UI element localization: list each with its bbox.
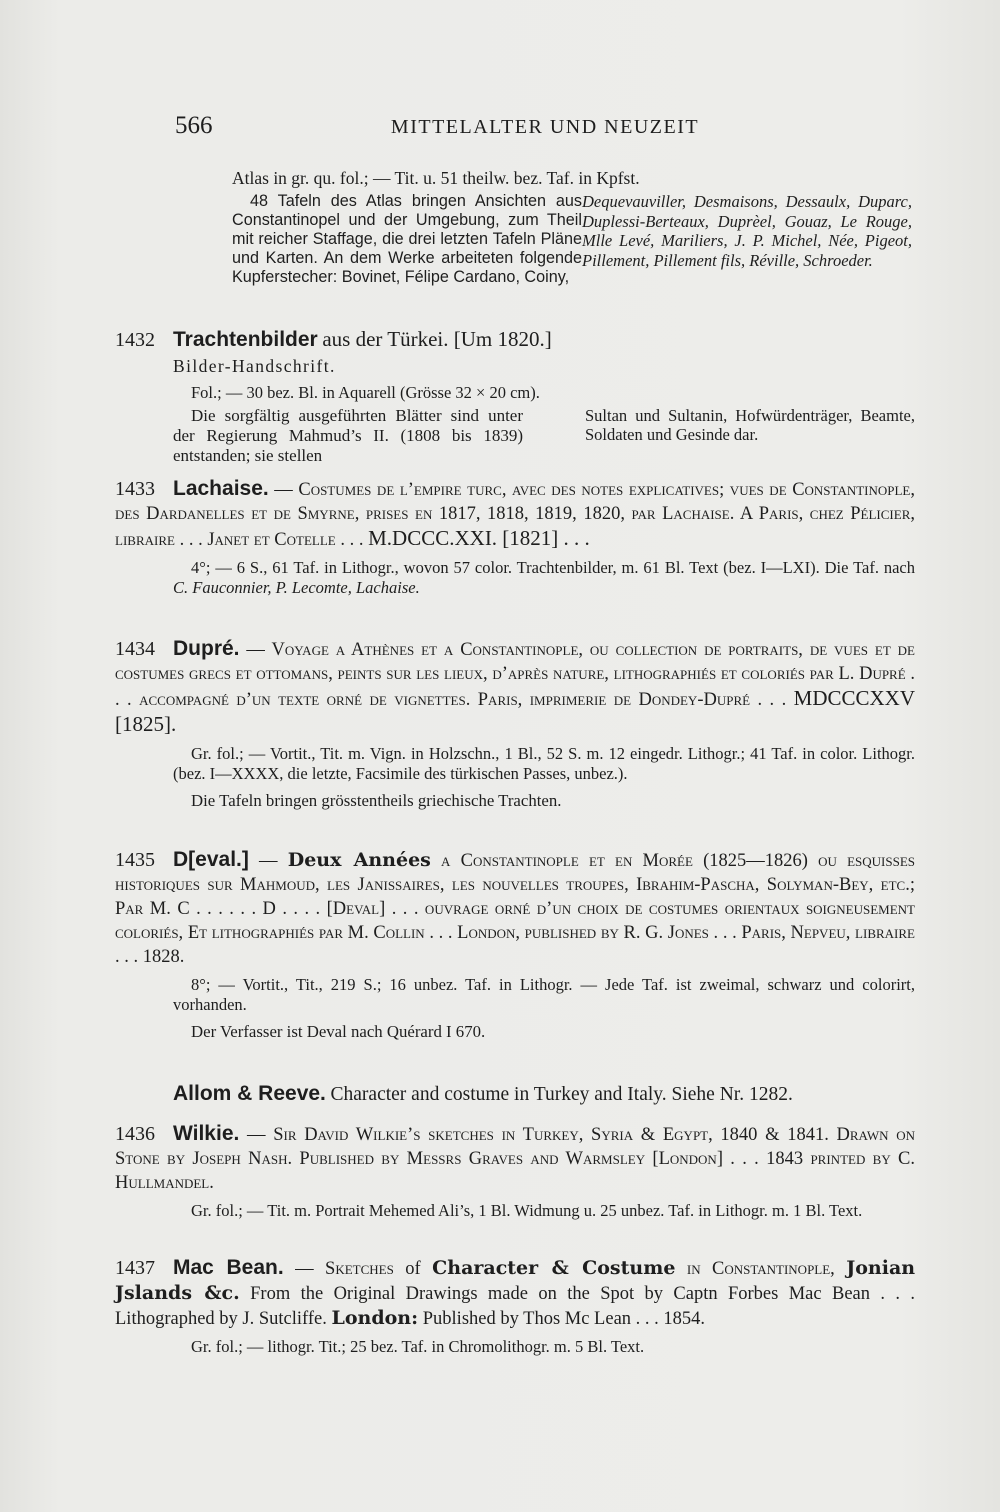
entry-1436 <box>115 1122 915 1221</box>
entry-title-date: M.DCCC.XXI. [1821] . . . <box>368 526 590 550</box>
entry-blackletter-title: Character & Costume <box>432 1257 676 1279</box>
entry-1434 <box>115 637 915 811</box>
cross-reference <box>115 1082 915 1107</box>
entry-format: 4°; — 6 S., 61 Taf. in Lithogr., wovon 57 color. Trachtenbilder, m. 61 Bl. Text (bez. I—LXI). Die Taf. nach <box>191 558 915 577</box>
format-line: Atlas in gr. qu. fol.; — Tit. u. 51 theilw. bez. Taf. in Kpfst. <box>232 168 640 188</box>
running-title: MITTELALTER UND NEUZEIT <box>390 116 700 138</box>
entry-note: Die Tafeln bringen grösstentheils griechische Trachten. <box>191 791 562 810</box>
entry-format: Gr. fol.; — Tit. m. Portrait Mehemed Ali’s, 1 Bl. Widmung u. 25 unbez. Taf. in Lithogr. m. 1 Bl. Text. <box>191 1201 863 1220</box>
entry-number: 1432 <box>115 329 155 351</box>
entry-name: Wilkie. <box>173 1122 240 1145</box>
entry-number: 1434 <box>115 638 155 660</box>
entry-format: Gr. fol.; — Vortit., Tit. m. Vign. in Holzschn., 1 Bl., 52 S. m. 12 eingedr. Lithogr.; 41 Taf. in color. Lithogr. (bez. I—XXXX, die letzte, Facsimile des türkischen Passes, unbez.). <box>173 744 915 783</box>
entry-dash: — <box>259 851 278 871</box>
entry-blackletter-city: London: <box>331 1307 419 1329</box>
entry-number: 1437 <box>115 1257 155 1279</box>
notes-left-column: 48 Tafeln des Atlas bringen Ansichten aus Constantinopel und der Umgebung, zum Theil mit reicher Staffage, die drei letzten Tafeln Pläne und Karten. An dem Werke arbeiteten folgende Kupferstecher: Bovinet, Félipe Cardano, Coiny, <box>232 192 582 286</box>
entry-name: Dupré. <box>173 637 240 660</box>
crossref-text: Character and costume in Turkey and Italy. Siehe Nr. 1282. <box>330 1084 793 1105</box>
continued-entry <box>172 168 912 287</box>
entry-1433 <box>115 477 915 597</box>
entry-subtitle: Bilder-Handschrift. <box>173 356 336 376</box>
entry-1437 <box>115 1256 915 1357</box>
entry-number: 1433 <box>115 478 155 500</box>
entry-number: 1436 <box>115 1123 155 1145</box>
page-header <box>175 112 915 142</box>
entry-title: a Constantinople et en Morée (1825—1826) ou esquisses historiques sur Mahmoud, les Janissaires, les nouvelles troupes, Ibrahim-Pascha, Solyman-Bey, etc.; Par M. C . . . . . . D . . . . [Deval] . . . ouvrage orné d’un choix de costumes orientaux soigneusement coloriés, Et lithographiés par M. Collin . . . London, published by R. G. Jones . . . Paris, Nepveu, libraire . . . 1828. <box>115 851 915 967</box>
entry-imprint: Published by Thos Mc Lean . . . 1854. <box>422 1309 706 1329</box>
page-number: 566 <box>175 112 213 139</box>
entry-title-continued: From the Original Drawings made on the Spot by Captn Forbes Mac Bean . . . Lithographed by J. Sutcliffe. <box>115 1284 916 1329</box>
entry-format: Gr. fol.; — lithogr. Tit.; 25 bez. Taf. in Chromolithogr. m. 5 Bl. Text. <box>191 1337 645 1356</box>
entry-title: — Voyage a Athènes et a Constantinople, ou collection de portraits, de vues et de costumes grecs et ottomans, peints sur les lieux, d’après nature, lithographiés et coloriés par L. Dupré . . . accompagné d’un texte orné de vignettes. Paris, imprimerie de Dondey-Dupré . . . <box>115 640 915 710</box>
entry-title: — Sir David Wilkie’s sketches in Turkey, Syria & Egypt, 1840 & 1841. Drawn on Stone by Joseph Nash. Published by Messrs Graves and Warmsley [London] . . . 1843 printed by C. Hullmandel. <box>115 1125 915 1193</box>
entry-1435 <box>115 848 915 1042</box>
two-column-notes <box>172 192 912 287</box>
crossref-name: Allom & Reeve. <box>173 1082 326 1105</box>
entry-title: — Costumes de l’empire turc, avec des notes explicatives; vues de Constantinople, des Dardanelles et de Smyrne, prises en 1817, 1818, 1819, 1820, par Lachaise. A Paris, chez Pélicier, libraire . . . Janet et Cotelle . . . <box>115 480 915 550</box>
entry-name: Lachaise. <box>173 477 269 500</box>
description-right-column: Sultan und Sultanin, Hofwürdenträger, Beamte, Soldaten und Gesinde dar. <box>585 405 915 444</box>
entry-blackletter-islands: Jonian Jslands &c. <box>115 1257 916 1304</box>
entry-title: — Sketches <box>295 1259 394 1279</box>
description-left-column: Die sorgfältig ausgeführten Blätter sind unter der Regierung Mahmud’s II. (1808 bis 1839) entstanden; sie stellen <box>173 405 523 465</box>
entry-title-place: in Constantinople, <box>686 1259 835 1279</box>
entry-title-of: of <box>405 1259 421 1279</box>
entry-name: Mac Bean. <box>173 1256 284 1279</box>
entry-format: 8°; — Vortit., Tit., 219 S.; 16 unbez. Taf. in Lithogr. — Jede Taf. ist zweimal, schwarz und colorirt, vorhanden. <box>173 975 915 1014</box>
entry-title-date: MDCCCXXV [1825]. <box>115 686 916 736</box>
entry-title: aus der Türkei. [Um 1820.] <box>322 327 552 351</box>
entry-artists: C. Fauconnier, P. Lecomte, Lachaise. <box>173 577 420 597</box>
entry-number: 1435 <box>115 849 155 871</box>
entry-blackletter-title: Deux Années <box>287 849 431 871</box>
entry-1432 <box>115 327 915 466</box>
entry-note: Der Verfasser ist Deval nach Quérard I 670. <box>191 1022 486 1041</box>
entry-name: Trachtenbilder <box>173 328 318 351</box>
notes-right-column: Dequevauviller, Desmaisons, Dessaulx, Duparc, Duplessi-Berteaux, Duprèel, Gouaz, Le Rouge, Mlle Levé, Mariliers, J. P. Michel, Née, Pigeot, Pillement, Pillement fils, Réville, Schroeder. <box>582 192 912 270</box>
entry-description-columns <box>173 406 915 466</box>
entry-format: Fol.; — 30 bez. Bl. in Aquarell (Grösse 32 × 20 cm). <box>191 383 540 402</box>
entry-name: D[eval.] <box>173 848 249 871</box>
